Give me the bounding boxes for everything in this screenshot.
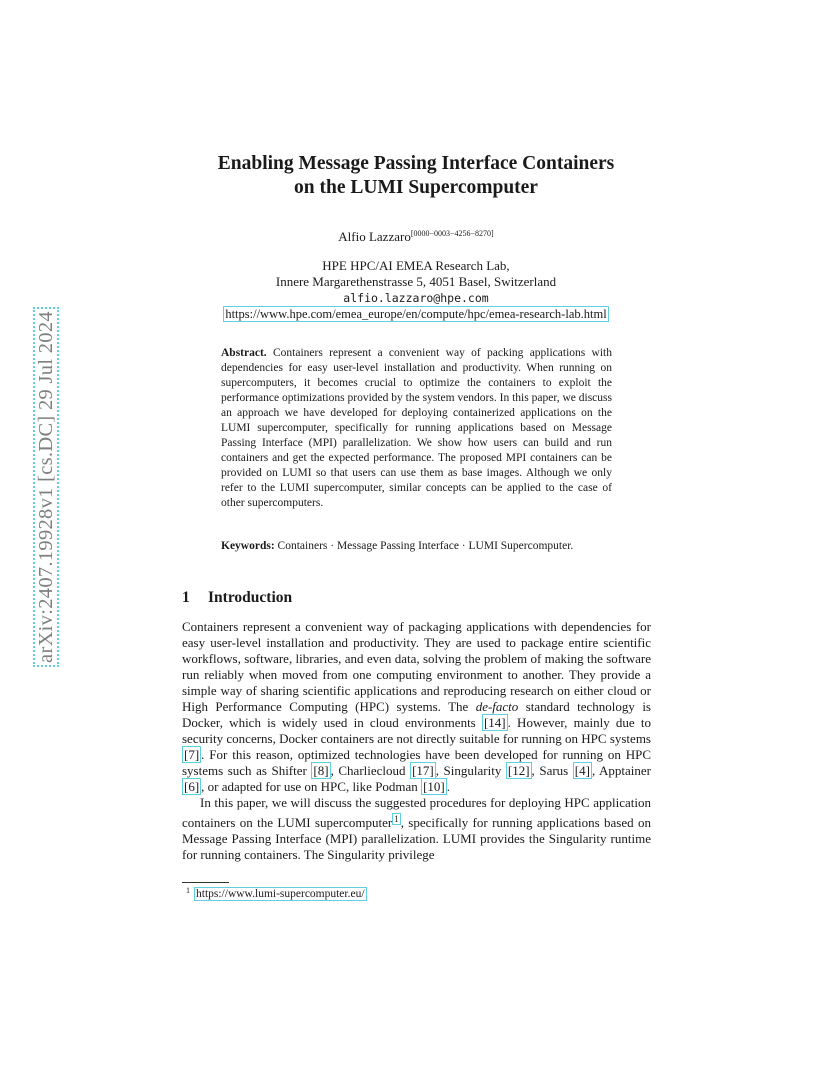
citation-link[interactable]: [14] xyxy=(483,715,506,730)
email[interactable]: alfio.lazzaro@hpe.com xyxy=(343,291,489,305)
affiliation xyxy=(160,258,672,322)
citation-link[interactable]: [7] xyxy=(184,747,200,762)
introduction-body xyxy=(182,619,651,863)
keywords-text: Containers · Message Passing Interface · LUMI Supercomputer. xyxy=(277,540,574,552)
keywords-label: Keywords: xyxy=(221,540,275,552)
affiliation-line-2: Innere Margarethenstrasse 5, 4051 Basel, Switzerland xyxy=(275,274,557,289)
abstract-label: Abstract. xyxy=(221,347,267,359)
lab-url-link[interactable]: https://www.hpe.com/emea_europe/en/compute/hpc/emea-research-lab.html xyxy=(225,307,607,321)
citation-link[interactable]: [10] xyxy=(423,779,445,794)
abstract-text: Containers represent a convenient way of packing applications with dependencies for easy user-level installation and productivity. When running on supercomputers, it becomes crucial to optimize the containers to exploit the performance optimizations provided by the system vendors. In this paper, we discuss an approach we have developed for deploying containerized applications on the LUMI supercomputer, specifically for running applications based on Message Passing Interface (MPI) parallelization. We show how users can build and run containers and get the expected performance. The proposed MPI containers can be provided on LUMI so that users can use them as base images. Although we only refer to the LUMI supercomputer, similar concepts can be applied to the case of other supercomputers. xyxy=(221,347,612,509)
citation-link[interactable]: [17] xyxy=(412,763,434,778)
keywords xyxy=(221,539,612,554)
abstract xyxy=(221,346,612,511)
citation-link[interactable]: [6] xyxy=(184,779,200,794)
orcid: [0000−0003−4256−8270] xyxy=(410,229,494,238)
author-line xyxy=(180,229,652,245)
citation-link[interactable]: [4] xyxy=(574,763,590,778)
title-line-1: Enabling Message Passing Interface Containers xyxy=(217,153,615,174)
arxiv-sidebar xyxy=(36,268,56,706)
emphasis-defacto: de-facto xyxy=(475,699,519,714)
footnote-number: 1 xyxy=(186,886,190,895)
footnote xyxy=(186,886,367,900)
author-name: Alfio Lazzaro xyxy=(338,229,411,244)
section-number: 1 xyxy=(182,589,190,606)
footnote-url-link[interactable]: https://www.lumi-supercomputer.eu/ xyxy=(196,888,365,900)
title-line-2: on the LUMI Supercomputer xyxy=(294,177,538,198)
footnote-marker[interactable]: 1 xyxy=(394,814,399,824)
paragraph-2: In this paper, we will discuss the suggested procedures for deploying HPC application containers on the LUMI supercomputer $^1$ , specifically for running applications based on Message Passing Interface (MPI) parallelization. LUMI provides the Singularity runtime for running containers. The Singularity privilege xyxy=(182,795,651,862)
paragraph-1: Containers represent a convenient way of packaging applications with dependencies for easy user-level installation and productivity. They are used to package entire scientific workflows, software, libraries, and even data, solving the problem of making the software run reliably when moved from one computing environment to another. They provide a simple way of sharing scientific applications and reproducing research on either cloud or High Performance Computing (HPC) systems. The de-facto standard technology is Docker, which is widely used in cloud environments [14] . However, mainly due to security concerns, Docker containers are not directly suitable for running on HPC systems [7] . For this reason, optimized technologies have been developed for running on HPC systems such as Shifter [8] , Charliecloud [17] , Singularity [12] , Sarus [4] , Apptainer [6] , or adapted for use on HPC, like Podman [10] . xyxy=(182,619,652,794)
citation-link[interactable]: [12] xyxy=(507,763,530,778)
footnote-rule xyxy=(182,882,229,883)
section-title: Introduction xyxy=(208,589,293,606)
paper-title xyxy=(180,152,652,200)
arxiv-identifier[interactable]: arXiv:2407.19928v1 [cs.DC] 29 Jul 2024 xyxy=(33,307,59,667)
affiliation-line-1: HPE HPC/AI EMEA Research Lab, xyxy=(322,258,510,273)
section-heading xyxy=(182,589,292,607)
citation-link[interactable]: [8] xyxy=(313,763,329,778)
